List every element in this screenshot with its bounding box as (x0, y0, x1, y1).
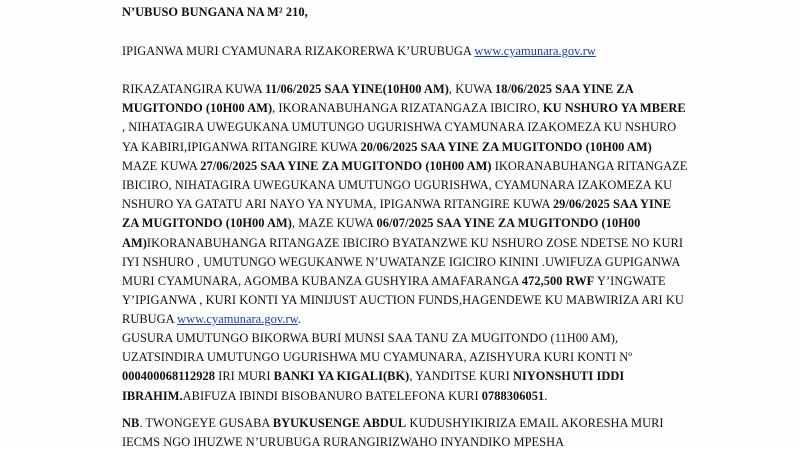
third-start-date: 29/06/2025 SAA YINE (552, 197, 672, 212)
visit-text: IRI MURI (215, 369, 274, 384)
schedule-text: RUBUGA (122, 312, 178, 327)
heading (122, 3, 752, 22)
note-paragraph (122, 414, 752, 452)
second-start-date: 20/06/2025 SAA YINE ZA MUGITONDO (10H00 AM) (360, 139, 652, 154)
schedule-line: IBICIRO, NIHATAGIRA UWEGUKANA UMUTUNGO UGURISHWA, CYAMUNARA IZAKOMEZA KU (122, 178, 673, 193)
visit-line (122, 387, 752, 406)
visit-line: GUSURA UMUTUNGO BIKORWA BURI MUNSI SAA TANU ZA MUGITONDO (11H00 AM), (122, 331, 619, 345)
schedule-line (122, 99, 752, 118)
schedule-text: NSHURO YA GATATU ARI NAYO YA NYUMA, IPIGANWA RITANGIRE KUWA (122, 197, 553, 212)
account-holder: IBRAHIM. (122, 388, 183, 403)
schedule-text: , KUWA (448, 82, 496, 96)
account-holder: NIYONSHUTI IDDI (512, 369, 625, 384)
first-end-date: 18/06/2025 SAA YINE ZA (495, 82, 634, 96)
first-start-date: 11/06/2025 SAA YINE(10H00 AM) (265, 82, 449, 96)
schedule-line: Y’IPIGANWA , KURI KONTI YA MINIJUST AUCTION FUNDS,HAGENDEWE KU MABWIRIZA ARI KU (122, 293, 684, 308)
visit-line: UZATSINDIRA UMUTUNGO UGURISHWA MU CYAMUNARA, AZISHYURA KURI KONTI Nº (122, 350, 633, 365)
bank-name: BANKI YA KIGALI(BK) (273, 369, 410, 384)
contact-name: BYUKUSENGE ABDUL (272, 416, 407, 430)
schedule-line (122, 310, 752, 329)
intro-paragraph (122, 42, 752, 61)
cyamunara-link[interactable]: www.cyamunara.gov.rw (474, 44, 596, 58)
schedule-line: IYI NSHURO , UMUTUNGO WEGUKANWE N’UWATANZE IGICIRO KININI .UWIFUZA GUPIGANWA (122, 254, 681, 269)
schedule-text: YA KABIRI,IPIGANWA RITANGIRE KUWA (122, 139, 361, 154)
intro-line (122, 42, 752, 61)
visit-line (122, 367, 752, 386)
schedule-text: MURI CYAMUNARA, AGOMBA KUBANZA GUSHYIRA AMAFARANGA (122, 274, 522, 289)
first-end-time: MUGITONDO (10H00 AM) (122, 101, 273, 116)
note-label: NB (122, 416, 140, 430)
visit-text: . (544, 388, 548, 403)
visit-text: ABIFUZA IBINDI BISOBANURO BATELEFONA KURI (182, 388, 482, 403)
schedule-text: . (297, 312, 301, 327)
visit-text: , YANDITSE KURI (409, 369, 513, 384)
schedule-line (122, 80, 752, 99)
schedule-text: , IKORANABUHANGA RIZATANGAZA IBICIRO, (272, 101, 543, 116)
schedule-line (122, 138, 752, 157)
heading-text: N’UBUSO BUNGANA NA M² 210, (122, 5, 308, 19)
schedule-text: IKORANABUHANGA RITANGAZE (491, 158, 688, 173)
schedule-line (122, 214, 752, 233)
note-line (122, 414, 752, 433)
schedule-text: MAZE KUWA (122, 158, 201, 173)
schedule-line (122, 272, 752, 291)
phone-number: 0788306051 (481, 388, 545, 403)
schedule-line: , NIHATAGIRA UWEGUKANA UMUTUNGO UGURISHWA CYAMUNARA IZAKOMEZA KU NSHURO (122, 120, 677, 135)
schedule-line (122, 234, 752, 253)
note-text: . TWONGEYE GUSABA (139, 416, 273, 430)
third-end-date: 06/07/2025 SAA YINE ZA MUGITONDO (10H00 (376, 216, 641, 231)
intro-text: IPIGANWA MURI CYAMUNARA RIZAKORERWA K’URUBUGA (122, 44, 475, 58)
schedule-text: , MAZE KUWA (291, 216, 377, 231)
schedule-text: Y’INGWATE (594, 274, 666, 289)
cyamunara-link[interactable]: www.cyamunara.gov.rw (177, 312, 298, 327)
note-line: IECMS NGO IHUZWE N’URUBUGA RURANGIRIZWAHO INYANDIKO MPESHA (122, 435, 565, 450)
account-number: 000400068112928 (122, 369, 215, 384)
schedule-text: RIKAZATANGIRA KUWA (122, 82, 266, 96)
schedule-line (122, 157, 752, 176)
schedule-line (122, 195, 752, 214)
visit-paragraph (122, 329, 752, 406)
third-end-time: AM) (122, 235, 147, 250)
second-end-date: 27/06/2025 SAA YINE ZA MUGITONDO (10H00 AM) (200, 158, 492, 173)
schedule-paragraph (122, 80, 752, 330)
first-round-label: KU NSHURO YA MBERE (542, 101, 686, 116)
deposit-amount: 472,500 RWF (521, 274, 595, 289)
third-start-time: ZA MUGITONDO (10H00 AM) (122, 216, 292, 231)
note-text: KUDUSHYIKIRIZA EMAIL AKORESHA MURI (406, 416, 664, 430)
schedule-text: IKORANABUHANGA RITANGAZE IBICIRO BYATANZWE KU NSHURO ZOSE NDETSE NO KURI (146, 235, 684, 250)
